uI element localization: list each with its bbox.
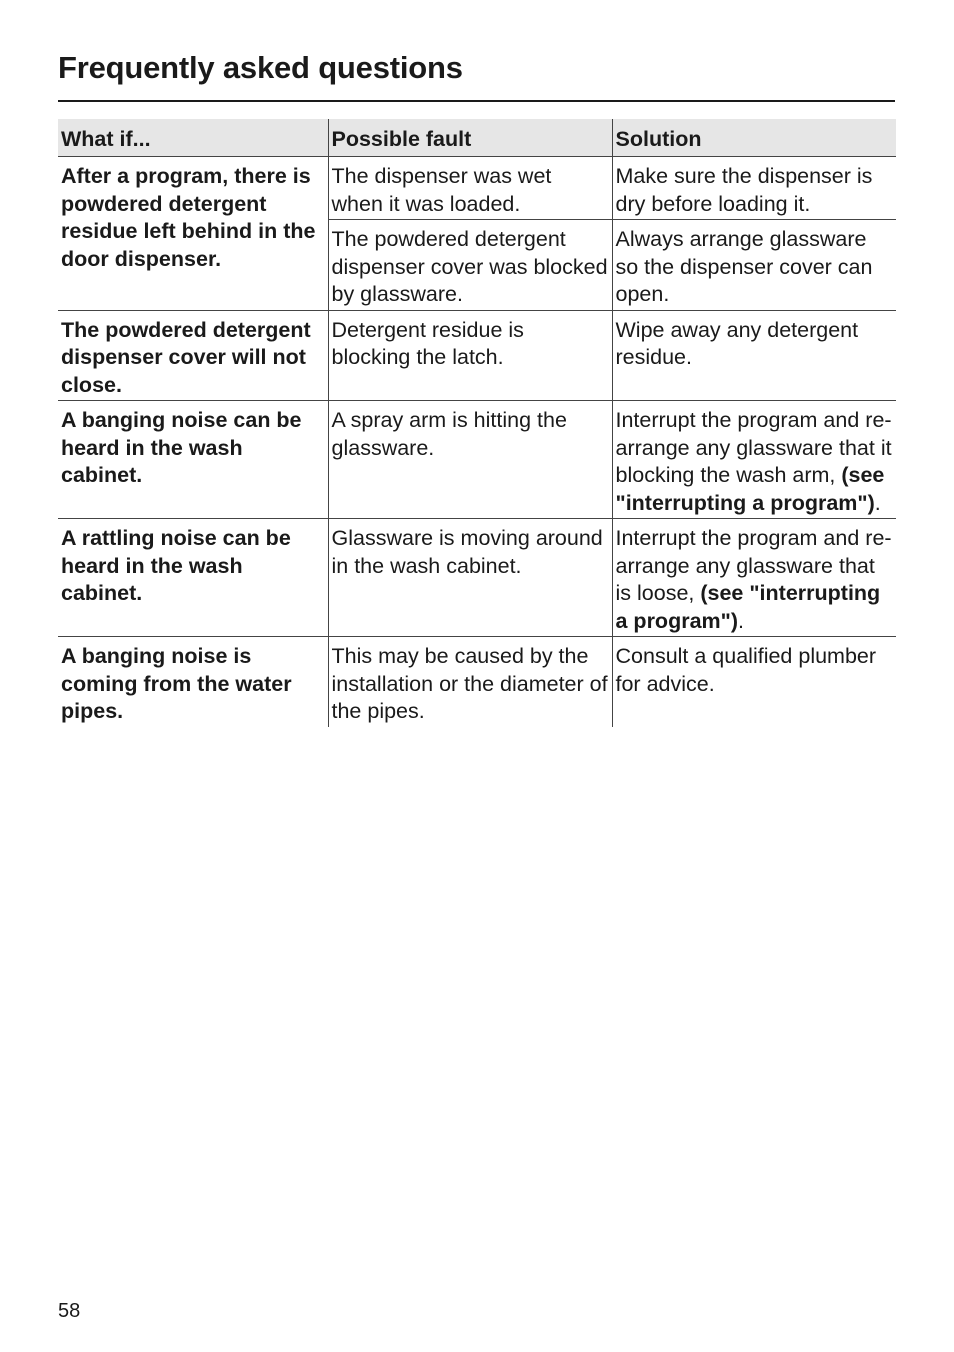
question-cell: The powdered detergent dispenser cover will not close. [58, 310, 328, 401]
header-what-if: What if... [58, 119, 328, 157]
question-cell: A rattling noise can be heard in the wash cabinet. [58, 519, 328, 637]
solution-text: Interrupt the program and re-arrange any glassware that is loose, [615, 526, 892, 605]
solution-cell [612, 519, 896, 637]
question-cell: After a program, there is powdered detergent residue left behind in the door dispenser. [58, 157, 328, 311]
solution-reference: (see "interrupting a program") [615, 581, 881, 633]
page-title: Frequently asked questions [58, 50, 463, 85]
table-row [58, 310, 896, 401]
faq-table [58, 119, 896, 727]
table-row [58, 157, 896, 220]
solution-reference: (see "interrupting a program") [615, 463, 885, 515]
solution-cell: Consult a qualified plumber for advice. [612, 637, 896, 727]
title-divider [58, 100, 895, 102]
fault-cell: A spray arm is hitting the glassware. [328, 401, 612, 519]
page-number: 58 [58, 1300, 81, 1322]
solution-text: Interrupt the program and re-arrange any glassware that it blocking the wash arm, [615, 408, 892, 487]
fault-cell: The powdered detergent dispenser cover was blocked by glassware. [328, 220, 612, 311]
question-cell: A banging noise can be heard in the wash cabinet. [58, 401, 328, 519]
question-cell: A banging noise is coming from the water pipes. [61, 644, 292, 723]
header-possible-fault: Possible fault [328, 119, 612, 157]
solution-cell: Wipe away any detergent residue. [612, 310, 896, 401]
fault-cell: Glassware is moving around in the wash cabinet. [328, 519, 612, 637]
fault-cell: The dispenser was wet when it was loaded. [328, 157, 612, 220]
fault-cell: This may be caused by the installation or the diameter of the pipes. [328, 637, 612, 727]
solution-cell: Always arrange glassware so the dispenser cover can open. [612, 220, 896, 311]
header-solution: Solution [612, 119, 896, 157]
solution-cell [612, 401, 896, 519]
table-row [58, 401, 896, 519]
solution-end: . [874, 490, 881, 515]
solution-end: . [738, 608, 744, 633]
solution-cell: Make sure the dispenser is dry before loading it. [612, 157, 896, 220]
table-row [58, 519, 896, 637]
fault-cell: Detergent residue is blocking the latch. [328, 310, 612, 401]
table-row [58, 637, 896, 727]
table-header-row [58, 119, 896, 157]
